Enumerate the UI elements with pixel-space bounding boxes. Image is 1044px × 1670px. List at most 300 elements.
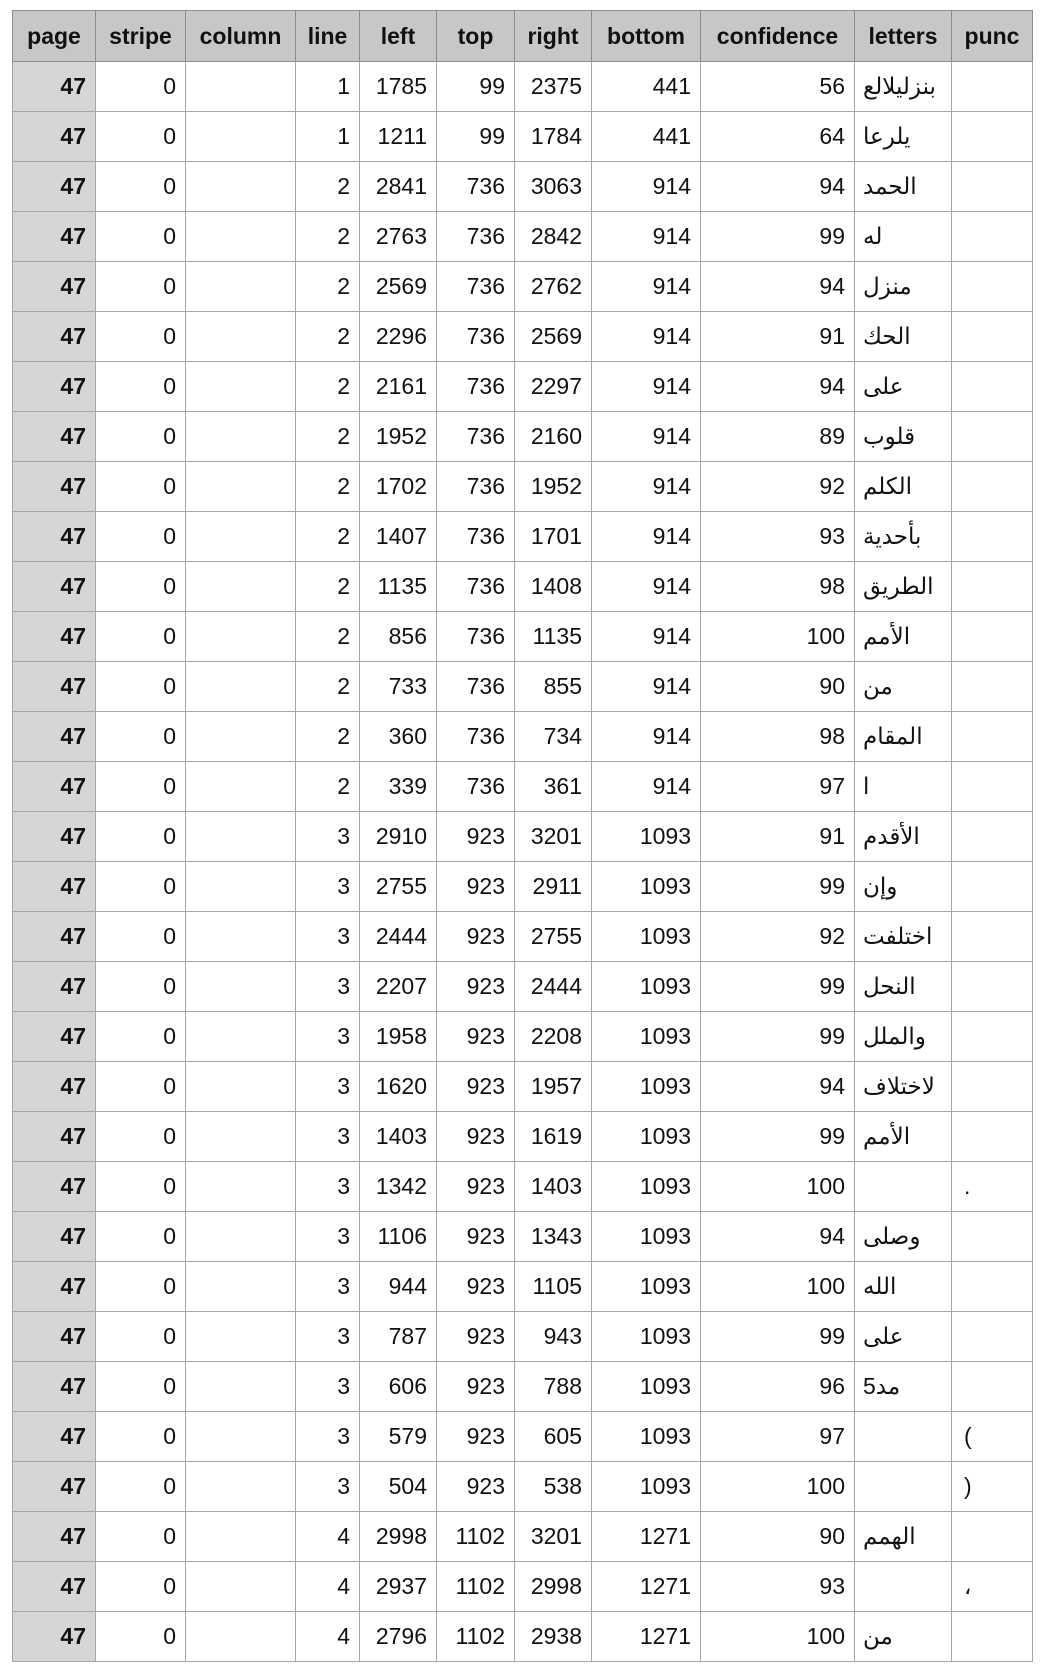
cell-top[interactable]: 736 xyxy=(437,562,515,612)
cell-letters[interactable]: لاختلاف xyxy=(855,1062,952,1112)
cell-stripe[interactable]: 0 xyxy=(96,362,186,412)
cell-top[interactable]: 736 xyxy=(437,162,515,212)
cell-left[interactable]: 339 xyxy=(360,762,437,812)
cell-right[interactable]: 2297 xyxy=(515,362,592,412)
column-header-right[interactable]: right xyxy=(515,11,592,62)
cell-punc[interactable] xyxy=(952,162,1033,212)
cell-left[interactable]: 1211 xyxy=(360,112,437,162)
cell-top[interactable]: 923 xyxy=(437,1212,515,1262)
cell-punc[interactable] xyxy=(952,212,1033,262)
cell-line[interactable]: 3 xyxy=(296,1312,360,1362)
cell-bottom[interactable]: 1271 xyxy=(592,1612,701,1662)
cell-letters[interactable]: منزل xyxy=(855,262,952,312)
cell-stripe[interactable]: 0 xyxy=(96,1112,186,1162)
cell-confidence[interactable]: 94 xyxy=(701,262,855,312)
cell-stripe[interactable]: 0 xyxy=(96,312,186,362)
cell-top[interactable]: 923 xyxy=(437,1262,515,1312)
cell-punc[interactable]: ( xyxy=(952,1412,1033,1462)
cell-top[interactable]: 923 xyxy=(437,1462,515,1512)
cell-top[interactable]: 1102 xyxy=(437,1562,515,1612)
cell-punc[interactable]: ) xyxy=(952,1462,1033,1512)
cell-stripe[interactable]: 0 xyxy=(96,1062,186,1112)
cell-top[interactable]: 923 xyxy=(437,912,515,962)
cell-right[interactable]: 2160 xyxy=(515,412,592,462)
column-header-stripe[interactable]: stripe xyxy=(96,11,186,62)
cell-column[interactable] xyxy=(186,1262,296,1312)
cell-right[interactable]: 1343 xyxy=(515,1212,592,1262)
cell-column[interactable] xyxy=(186,912,296,962)
cell-right[interactable]: 2842 xyxy=(515,212,592,262)
cell-page[interactable]: 47 xyxy=(13,1612,96,1662)
cell-column[interactable] xyxy=(186,712,296,762)
cell-punc[interactable] xyxy=(952,812,1033,862)
cell-bottom[interactable]: 914 xyxy=(592,212,701,262)
cell-right[interactable]: 1135 xyxy=(515,612,592,662)
cell-punc[interactable] xyxy=(952,1262,1033,1312)
cell-stripe[interactable]: 0 xyxy=(96,812,186,862)
cell-page[interactable]: 47 xyxy=(13,912,96,962)
cell-page[interactable]: 47 xyxy=(13,1262,96,1312)
cell-column[interactable] xyxy=(186,1512,296,1562)
cell-letters[interactable]: الحك xyxy=(855,312,952,362)
cell-line[interactable]: 2 xyxy=(296,412,360,462)
cell-left[interactable]: 856 xyxy=(360,612,437,662)
cell-letters[interactable]: على xyxy=(855,362,952,412)
cell-top[interactable]: 736 xyxy=(437,362,515,412)
cell-bottom[interactable]: 914 xyxy=(592,162,701,212)
cell-stripe[interactable]: 0 xyxy=(96,1462,186,1512)
cell-line[interactable]: 3 xyxy=(296,812,360,862)
cell-letters[interactable]: ا xyxy=(855,762,952,812)
cell-bottom[interactable]: 1093 xyxy=(592,912,701,962)
cell-top[interactable]: 1102 xyxy=(437,1612,515,1662)
cell-stripe[interactable]: 0 xyxy=(96,1362,186,1412)
cell-punc[interactable] xyxy=(952,1112,1033,1162)
cell-bottom[interactable]: 914 xyxy=(592,762,701,812)
cell-line[interactable]: 3 xyxy=(296,1012,360,1062)
cell-stripe[interactable]: 0 xyxy=(96,912,186,962)
cell-punc[interactable] xyxy=(952,1062,1033,1112)
cell-punc[interactable] xyxy=(952,612,1033,662)
cell-column[interactable] xyxy=(186,1412,296,1462)
cell-line[interactable]: 2 xyxy=(296,562,360,612)
cell-left[interactable]: 579 xyxy=(360,1412,437,1462)
cell-top[interactable]: 99 xyxy=(437,112,515,162)
cell-page[interactable]: 47 xyxy=(13,712,96,762)
cell-column[interactable] xyxy=(186,612,296,662)
cell-top[interactable]: 736 xyxy=(437,462,515,512)
cell-letters[interactable]: الأمم xyxy=(855,1112,952,1162)
cell-line[interactable]: 2 xyxy=(296,612,360,662)
cell-line[interactable]: 2 xyxy=(296,462,360,512)
cell-right[interactable]: 1784 xyxy=(515,112,592,162)
cell-bottom[interactable]: 1093 xyxy=(592,1362,701,1412)
cell-confidence[interactable]: 56 xyxy=(701,62,855,112)
cell-left[interactable]: 1958 xyxy=(360,1012,437,1062)
cell-right[interactable]: 3201 xyxy=(515,812,592,862)
cell-letters[interactable]: الهمم xyxy=(855,1512,952,1562)
cell-left[interactable]: 1785 xyxy=(360,62,437,112)
cell-column[interactable] xyxy=(186,1362,296,1412)
cell-letters[interactable]: قلوب xyxy=(855,412,952,462)
cell-letters[interactable]: والملل xyxy=(855,1012,952,1062)
cell-stripe[interactable]: 0 xyxy=(96,1312,186,1362)
cell-confidence[interactable]: 98 xyxy=(701,562,855,612)
cell-confidence[interactable]: 94 xyxy=(701,162,855,212)
cell-top[interactable]: 736 xyxy=(437,662,515,712)
cell-punc[interactable] xyxy=(952,662,1033,712)
cell-page[interactable]: 47 xyxy=(13,1512,96,1562)
cell-right[interactable]: 361 xyxy=(515,762,592,812)
cell-letters[interactable]: له xyxy=(855,212,952,262)
cell-line[interactable]: 1 xyxy=(296,62,360,112)
cell-letters[interactable]: وإن xyxy=(855,862,952,912)
cell-confidence[interactable]: 99 xyxy=(701,1312,855,1362)
cell-punc[interactable]: . xyxy=(952,1162,1033,1212)
cell-left[interactable]: 504 xyxy=(360,1462,437,1512)
cell-punc[interactable] xyxy=(952,862,1033,912)
cell-left[interactable]: 1403 xyxy=(360,1112,437,1162)
cell-column[interactable] xyxy=(186,562,296,612)
cell-left[interactable]: 1135 xyxy=(360,562,437,612)
cell-letters[interactable]: الطريق xyxy=(855,562,952,612)
cell-stripe[interactable]: 0 xyxy=(96,712,186,762)
cell-page[interactable]: 47 xyxy=(13,1412,96,1462)
cell-confidence[interactable]: 99 xyxy=(701,1112,855,1162)
cell-right[interactable]: 2208 xyxy=(515,1012,592,1062)
cell-top[interactable]: 736 xyxy=(437,762,515,812)
cell-bottom[interactable]: 1093 xyxy=(592,812,701,862)
cell-punc[interactable] xyxy=(952,1362,1033,1412)
cell-bottom[interactable]: 1093 xyxy=(592,962,701,1012)
cell-left[interactable]: 1702 xyxy=(360,462,437,512)
cell-punc[interactable]: ، xyxy=(952,1562,1033,1612)
cell-bottom[interactable]: 914 xyxy=(592,262,701,312)
cell-column[interactable] xyxy=(186,412,296,462)
cell-line[interactable]: 4 xyxy=(296,1562,360,1612)
cell-top[interactable]: 736 xyxy=(437,262,515,312)
cell-stripe[interactable]: 0 xyxy=(96,412,186,462)
cell-punc[interactable] xyxy=(952,112,1033,162)
column-header-left[interactable]: left xyxy=(360,11,437,62)
cell-confidence[interactable]: 64 xyxy=(701,112,855,162)
cell-top[interactable]: 736 xyxy=(437,212,515,262)
cell-confidence[interactable]: 90 xyxy=(701,1512,855,1562)
cell-right[interactable]: 3201 xyxy=(515,1512,592,1562)
cell-stripe[interactable]: 0 xyxy=(96,1512,186,1562)
cell-right[interactable]: 943 xyxy=(515,1312,592,1362)
cell-punc[interactable] xyxy=(952,1512,1033,1562)
cell-column[interactable] xyxy=(186,112,296,162)
cell-stripe[interactable]: 0 xyxy=(96,462,186,512)
cell-confidence[interactable]: 98 xyxy=(701,712,855,762)
cell-confidence[interactable]: 90 xyxy=(701,662,855,712)
cell-bottom[interactable]: 914 xyxy=(592,662,701,712)
cell-stripe[interactable]: 0 xyxy=(96,512,186,562)
cell-line[interactable]: 3 xyxy=(296,1462,360,1512)
cell-left[interactable]: 787 xyxy=(360,1312,437,1362)
cell-column[interactable] xyxy=(186,1312,296,1362)
cell-bottom[interactable]: 914 xyxy=(592,362,701,412)
cell-left[interactable]: 2755 xyxy=(360,862,437,912)
cell-page[interactable]: 47 xyxy=(13,512,96,562)
cell-top[interactable]: 923 xyxy=(437,1012,515,1062)
cell-column[interactable] xyxy=(186,362,296,412)
cell-page[interactable]: 47 xyxy=(13,62,96,112)
cell-letters[interactable]: من xyxy=(855,662,952,712)
cell-stripe[interactable]: 0 xyxy=(96,1162,186,1212)
column-header-column[interactable]: column xyxy=(186,11,296,62)
cell-page[interactable]: 47 xyxy=(13,262,96,312)
cell-right[interactable]: 605 xyxy=(515,1412,592,1462)
cell-top[interactable]: 736 xyxy=(437,412,515,462)
cell-left[interactable]: 1952 xyxy=(360,412,437,462)
cell-confidence[interactable]: 92 xyxy=(701,462,855,512)
cell-line[interactable]: 4 xyxy=(296,1512,360,1562)
cell-stripe[interactable]: 0 xyxy=(96,1212,186,1262)
cell-column[interactable] xyxy=(186,812,296,862)
cell-line[interactable]: 3 xyxy=(296,962,360,1012)
cell-bottom[interactable]: 914 xyxy=(592,412,701,462)
cell-confidence[interactable]: 91 xyxy=(701,812,855,862)
cell-confidence[interactable]: 97 xyxy=(701,1412,855,1462)
cell-page[interactable]: 47 xyxy=(13,1312,96,1362)
cell-confidence[interactable]: 100 xyxy=(701,1162,855,1212)
cell-page[interactable]: 47 xyxy=(13,762,96,812)
column-header-confidence[interactable]: confidence xyxy=(701,11,855,62)
cell-page[interactable]: 47 xyxy=(13,962,96,1012)
cell-line[interactable]: 3 xyxy=(296,862,360,912)
cell-stripe[interactable]: 0 xyxy=(96,962,186,1012)
cell-top[interactable]: 923 xyxy=(437,1162,515,1212)
cell-left[interactable]: 1407 xyxy=(360,512,437,562)
cell-page[interactable]: 47 xyxy=(13,312,96,362)
cell-left[interactable]: 360 xyxy=(360,712,437,762)
cell-line[interactable]: 3 xyxy=(296,1062,360,1112)
cell-letters[interactable]: مد5 xyxy=(855,1362,952,1412)
cell-punc[interactable] xyxy=(952,562,1033,612)
cell-bottom[interactable]: 1093 xyxy=(592,1262,701,1312)
cell-bottom[interactable]: 1093 xyxy=(592,1312,701,1362)
cell-line[interactable]: 2 xyxy=(296,262,360,312)
cell-punc[interactable] xyxy=(952,412,1033,462)
cell-right[interactable]: 538 xyxy=(515,1462,592,1512)
cell-confidence[interactable]: 99 xyxy=(701,212,855,262)
cell-column[interactable] xyxy=(186,662,296,712)
cell-column[interactable] xyxy=(186,762,296,812)
cell-right[interactable]: 2998 xyxy=(515,1562,592,1612)
cell-top[interactable]: 736 xyxy=(437,712,515,762)
cell-bottom[interactable]: 1093 xyxy=(592,1162,701,1212)
cell-page[interactable]: 47 xyxy=(13,162,96,212)
cell-bottom[interactable]: 441 xyxy=(592,62,701,112)
cell-column[interactable] xyxy=(186,162,296,212)
cell-top[interactable]: 1102 xyxy=(437,1512,515,1562)
cell-page[interactable]: 47 xyxy=(13,862,96,912)
column-header-page[interactable]: page xyxy=(13,11,96,62)
cell-letters[interactable] xyxy=(855,1562,952,1612)
cell-punc[interactable] xyxy=(952,1312,1033,1362)
cell-page[interactable]: 47 xyxy=(13,1112,96,1162)
cell-left[interactable]: 2937 xyxy=(360,1562,437,1612)
cell-column[interactable] xyxy=(186,462,296,512)
cell-top[interactable]: 736 xyxy=(437,512,515,562)
cell-right[interactable]: 1619 xyxy=(515,1112,592,1162)
cell-stripe[interactable]: 0 xyxy=(96,1612,186,1662)
cell-bottom[interactable]: 1093 xyxy=(592,1112,701,1162)
cell-stripe[interactable]: 0 xyxy=(96,1562,186,1612)
cell-right[interactable]: 2755 xyxy=(515,912,592,962)
cell-left[interactable]: 2796 xyxy=(360,1612,437,1662)
cell-letters[interactable]: الكلم xyxy=(855,462,952,512)
cell-bottom[interactable]: 914 xyxy=(592,312,701,362)
cell-stripe[interactable]: 0 xyxy=(96,612,186,662)
cell-left[interactable]: 1342 xyxy=(360,1162,437,1212)
cell-letters[interactable]: بنزليلالع xyxy=(855,62,952,112)
cell-right[interactable]: 1105 xyxy=(515,1262,592,1312)
cell-confidence[interactable]: 94 xyxy=(701,1212,855,1262)
cell-letters[interactable]: يلرعا xyxy=(855,112,952,162)
cell-letters[interactable]: على xyxy=(855,1312,952,1362)
cell-confidence[interactable]: 93 xyxy=(701,1562,855,1612)
cell-page[interactable]: 47 xyxy=(13,112,96,162)
column-header-punc[interactable]: punc xyxy=(952,11,1033,62)
cell-confidence[interactable]: 100 xyxy=(701,1262,855,1312)
cell-letters[interactable]: النحل xyxy=(855,962,952,1012)
cell-punc[interactable] xyxy=(952,512,1033,562)
column-header-top[interactable]: top xyxy=(437,11,515,62)
cell-right[interactable]: 1957 xyxy=(515,1062,592,1112)
cell-punc[interactable] xyxy=(952,912,1033,962)
cell-right[interactable]: 2762 xyxy=(515,262,592,312)
cell-left[interactable]: 2207 xyxy=(360,962,437,1012)
cell-punc[interactable] xyxy=(952,962,1033,1012)
cell-line[interactable]: 2 xyxy=(296,512,360,562)
cell-column[interactable] xyxy=(186,312,296,362)
cell-page[interactable]: 47 xyxy=(13,1162,96,1212)
cell-letters[interactable]: الأقدم xyxy=(855,812,952,862)
cell-top[interactable]: 99 xyxy=(437,62,515,112)
cell-letters[interactable] xyxy=(855,1162,952,1212)
cell-left[interactable]: 1106 xyxy=(360,1212,437,1262)
cell-confidence[interactable]: 96 xyxy=(701,1362,855,1412)
cell-confidence[interactable]: 99 xyxy=(701,962,855,1012)
cell-top[interactable]: 923 xyxy=(437,1112,515,1162)
cell-stripe[interactable]: 0 xyxy=(96,1412,186,1462)
cell-bottom[interactable]: 914 xyxy=(592,512,701,562)
cell-right[interactable]: 1403 xyxy=(515,1162,592,1212)
cell-confidence[interactable]: 99 xyxy=(701,862,855,912)
cell-page[interactable]: 47 xyxy=(13,412,96,462)
cell-page[interactable]: 47 xyxy=(13,1362,96,1412)
cell-letters[interactable]: وصلى xyxy=(855,1212,952,1262)
cell-bottom[interactable]: 914 xyxy=(592,712,701,762)
cell-top[interactable]: 923 xyxy=(437,1412,515,1462)
column-header-bottom[interactable]: bottom xyxy=(592,11,701,62)
cell-letters[interactable]: الأمم xyxy=(855,612,952,662)
cell-punc[interactable] xyxy=(952,462,1033,512)
cell-line[interactable]: 2 xyxy=(296,312,360,362)
cell-line[interactable]: 3 xyxy=(296,912,360,962)
cell-letters[interactable]: من xyxy=(855,1612,952,1662)
cell-page[interactable]: 47 xyxy=(13,612,96,662)
cell-stripe[interactable]: 0 xyxy=(96,162,186,212)
cell-confidence[interactable]: 99 xyxy=(701,1012,855,1062)
cell-confidence[interactable]: 100 xyxy=(701,1612,855,1662)
cell-top[interactable]: 736 xyxy=(437,612,515,662)
cell-punc[interactable] xyxy=(952,1212,1033,1262)
cell-letters[interactable] xyxy=(855,1462,952,1512)
cell-punc[interactable] xyxy=(952,362,1033,412)
cell-stripe[interactable]: 0 xyxy=(96,262,186,312)
cell-confidence[interactable]: 94 xyxy=(701,362,855,412)
cell-stripe[interactable]: 0 xyxy=(96,1012,186,1062)
cell-confidence[interactable]: 97 xyxy=(701,762,855,812)
cell-line[interactable]: 3 xyxy=(296,1412,360,1462)
cell-bottom[interactable]: 1093 xyxy=(592,1062,701,1112)
cell-left[interactable]: 2841 xyxy=(360,162,437,212)
cell-stripe[interactable]: 0 xyxy=(96,662,186,712)
cell-column[interactable] xyxy=(186,1612,296,1662)
cell-confidence[interactable]: 100 xyxy=(701,1462,855,1512)
cell-bottom[interactable]: 1093 xyxy=(592,1462,701,1512)
cell-left[interactable]: 2444 xyxy=(360,912,437,962)
cell-page[interactable]: 47 xyxy=(13,462,96,512)
cell-page[interactable]: 47 xyxy=(13,1562,96,1612)
cell-page[interactable]: 47 xyxy=(13,212,96,262)
cell-line[interactable]: 2 xyxy=(296,212,360,262)
cell-confidence[interactable]: 93 xyxy=(701,512,855,562)
cell-column[interactable] xyxy=(186,1062,296,1112)
column-header-line[interactable]: line xyxy=(296,11,360,62)
cell-punc[interactable] xyxy=(952,762,1033,812)
cell-line[interactable]: 3 xyxy=(296,1362,360,1412)
cell-left[interactable]: 2161 xyxy=(360,362,437,412)
cell-line[interactable]: 2 xyxy=(296,162,360,212)
cell-right[interactable]: 2569 xyxy=(515,312,592,362)
cell-punc[interactable] xyxy=(952,62,1033,112)
cell-column[interactable] xyxy=(186,862,296,912)
cell-page[interactable]: 47 xyxy=(13,562,96,612)
cell-right[interactable]: 734 xyxy=(515,712,592,762)
cell-bottom[interactable]: 1093 xyxy=(592,1412,701,1462)
cell-left[interactable]: 2998 xyxy=(360,1512,437,1562)
cell-bottom[interactable]: 1271 xyxy=(592,1562,701,1612)
cell-letters[interactable]: اختلفت xyxy=(855,912,952,962)
cell-top[interactable]: 736 xyxy=(437,312,515,362)
cell-left[interactable]: 2569 xyxy=(360,262,437,312)
cell-bottom[interactable]: 914 xyxy=(592,562,701,612)
cell-top[interactable]: 923 xyxy=(437,1062,515,1112)
cell-bottom[interactable]: 1093 xyxy=(592,1212,701,1262)
cell-line[interactable]: 2 xyxy=(296,362,360,412)
cell-stripe[interactable]: 0 xyxy=(96,762,186,812)
cell-punc[interactable] xyxy=(952,712,1033,762)
cell-column[interactable] xyxy=(186,62,296,112)
cell-column[interactable] xyxy=(186,1212,296,1262)
cell-right[interactable]: 1952 xyxy=(515,462,592,512)
cell-right[interactable]: 1408 xyxy=(515,562,592,612)
cell-right[interactable]: 1701 xyxy=(515,512,592,562)
cell-left[interactable]: 2763 xyxy=(360,212,437,262)
cell-punc[interactable] xyxy=(952,1612,1033,1662)
cell-line[interactable]: 3 xyxy=(296,1162,360,1212)
cell-stripe[interactable]: 0 xyxy=(96,212,186,262)
cell-letters[interactable] xyxy=(855,1412,952,1462)
cell-right[interactable]: 2444 xyxy=(515,962,592,1012)
cell-column[interactable] xyxy=(186,962,296,1012)
cell-line[interactable]: 2 xyxy=(296,762,360,812)
